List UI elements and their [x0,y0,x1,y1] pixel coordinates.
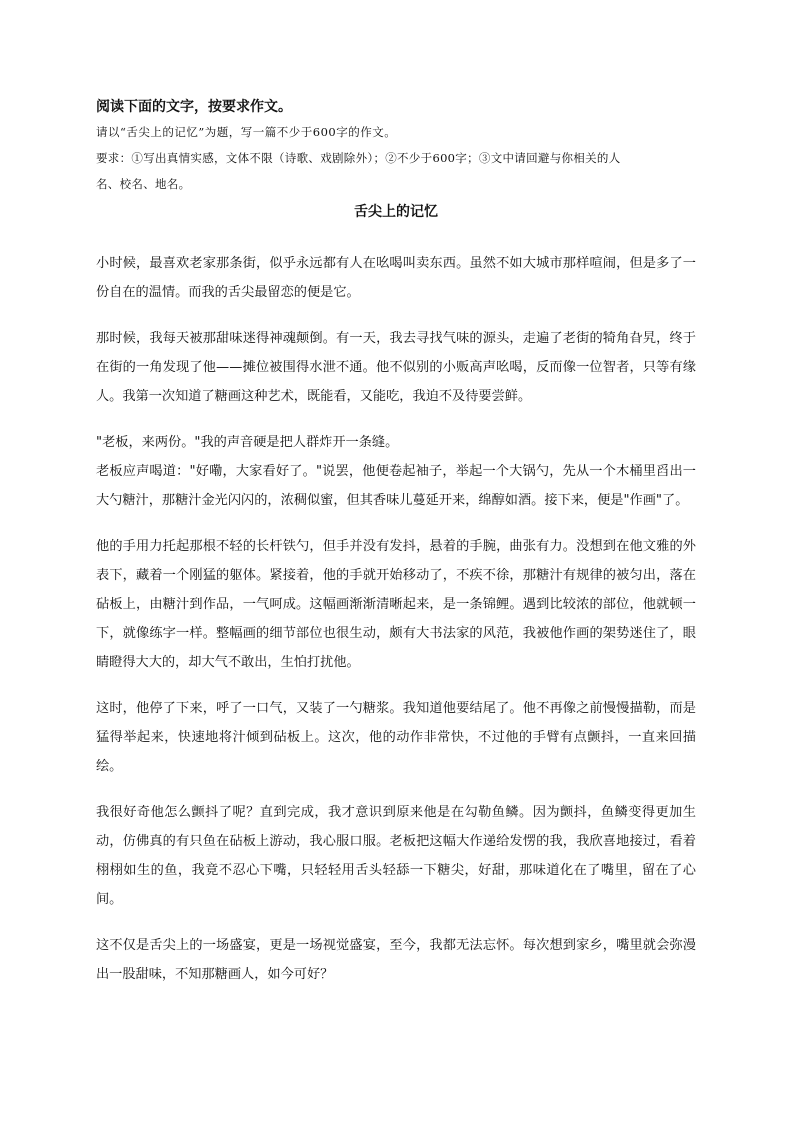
prompt-requirements-line-1: 要求：①写出真情实感，文体不限（诗歌、戏剧除外）；②不少于600字；③文中请回避与你相关的人 [96,151,621,165]
document-page [96,95,696,1006]
essay-paragraph-1: 小时候，最喜欢老家那条街，似乎永远都有人在吆喝叫卖东西。虽然不如大城市那样喧闹，但是多了一份自在的温情。而我的舌尖最留恋的便是它。 [96,256,696,300]
essay-paragraph-8: 这不仅是舌尖上的一场盛宴，更是一场视觉盛宴，至今，我都无法忘怀。每次想到家乡，嘴里就会弥漫出一股甜味，不知那糖画人，如今可好？ [96,938,696,982]
essay-title: 舌尖上的记忆 [354,204,438,220]
essay-paragraph-6: 这时，他停了下来，呼了一口气，又装了一勺糖浆。我知道他要结尾了。他不再像之前慢慢描勒，而是猛得举起来，快速地将汁倾到砧板上。这次，他的动作非常快，不过他的手臂有点颤抖，一直来回描绘。 [96,701,696,774]
essay-paragraph-7: 我很好奇他怎么颤抖了呢？直到完成，我才意识到原来他是在勾勒鱼鳞。因为颤抖，鱼鳞变得更加生动，仿佛真的有只鱼在砧板上游动，我心服口服。老板把这幅大作递给发愣的我，我欣喜地接过，看着栩栩如生的鱼，我竟不忍心下嘴，只轻轻用舌头轻舔一下糖尖，好甜，那味道化在了嘴里，留在了心间。 [96,805,696,907]
essay-paragraph-5: 他的手用力托起那根不轻的长杆铁勺，但手并没有发抖，悬着的手腕，曲张有力。没想到在他文雅的外表下，藏着一个刚猛的躯体。紧接着，他的手就开始移动了，不疾不徐，那糖汁有规律的被匀出，落在砧板上，由糖汁到作品，一气呵成。这幅画渐渐清晰起来，是一条锦鲤。遇到比较浓的部位，他就顿一下，就像练字一样。整幅画的细节部位也很生动，颇有大书法家的风范，我被他作画的架势迷住了，眼睛瞪得大大的，却大气不敢出，生怕打扰他。 [96,539,696,670]
essay-paragraph-4: 老板应声喝道："好嘞，大家看好了。"说罢，他便卷起袖子，举起一个大锅勺，先从一个木桶里舀出一大勺糖汁，那糖汁金光闪闪的，浓稠似蜜，但其香味儿蔓延开来，绵醇如酒。接下来，便是"作画"了。 [96,464,696,508]
prompt-title: 阅读下面的文字，按要求作文。 [96,99,292,115]
prompt-requirements-line-2: 名、校名、地名。 [96,177,191,191]
essay-paragraph-2: 那时候，我每天被那甜味迷得神魂颠倒。有一天，我去寻找气味的源头，走遍了老街的犄角旮旯，终于在街的一角发现了他——摊位被围得水泄不通。他不似别的小贩高声吆喝，反而像一位智者，只等有缘人。我第一次知道了糖画这种艺术，既能看，又能吃，我迫不及待要尝鲜。 [96,331,696,404]
prompt-instruction: 请以“舌尖上的记忆”为题，写一篇不少于600字的作文。 [96,125,397,139]
essay-paragraph-3: "老板，来两份。"我的声音硬是把人群炸开一条缝。 [96,435,399,450]
